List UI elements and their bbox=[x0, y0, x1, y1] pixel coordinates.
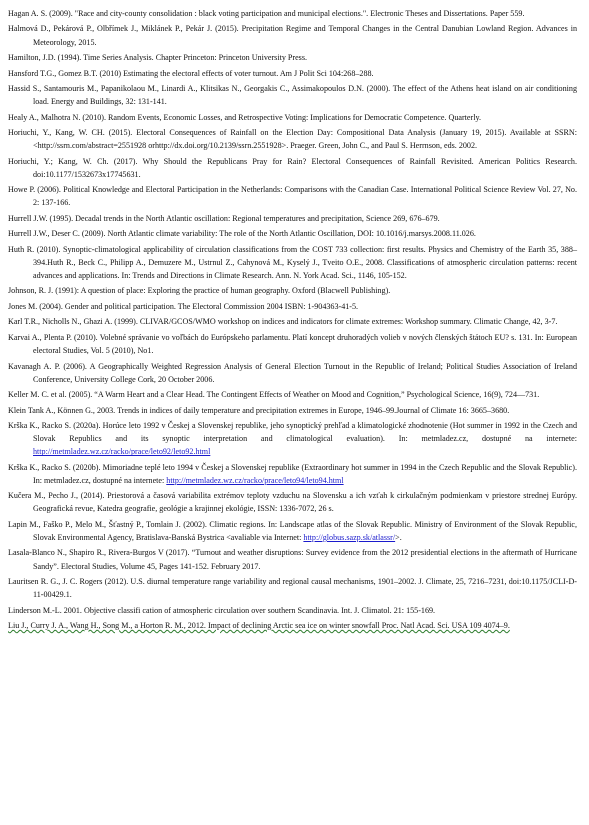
reference-entry bbox=[8, 315, 577, 328]
reference-entry bbox=[8, 518, 577, 544]
reference-entry bbox=[8, 284, 577, 297]
reference-entry bbox=[8, 575, 577, 601]
reference-entry bbox=[8, 419, 577, 458]
reference-text: Hassid S., Santamouris M., Papanikolaou M., Linardi A., Klitsikas N., Georgakis C., Assimakopoulos D.N. (2000). The effect of the Athens heat island on air conditioning load. Energy and Buildings, 32: 131-141. bbox=[8, 84, 577, 107]
reference-entry bbox=[8, 7, 577, 20]
reference-text: Klein Tank A., Können G., 2003. Trends in indices of daily temperature and precipitation extremes in Europe, 1946–99.Journal of Climate 16: 3665–3680. bbox=[8, 405, 510, 415]
reference-entry bbox=[8, 227, 577, 240]
reference-text: Healy A., Malhotra N. (2010). Random Events, Economic Losses, and Retrospective Voting: Implications for Democratic Competence. Quarterly. bbox=[8, 112, 481, 122]
reference-text: Krška K., Racko S. (2020b). Mimoriadne teplé leto 1994 v Českej a Slovenskej republike (Extraordinary hot summer in 1994 in the Czech Republic and the Slovak Republic). In: metmladez.cz, dostupné na internete: bbox=[8, 462, 577, 485]
reference-entry bbox=[8, 546, 577, 572]
reference-text: Linderson M.-L. 2001. Objective classifi cation of atmospheric circulation over southern Scandinavia. Int. J. Climatol. 21: 155-169. bbox=[8, 605, 436, 615]
reference-entry bbox=[8, 212, 577, 225]
reference-text: Lauritsen R. G., J. C. Rogers (2012). U.S. diurnal temperature range variability and regional causal mechanisms, 1901–2002. J. Climate, 25, 7216–7231, doi:10.1175/JCLI-D-11-00429.1. bbox=[8, 577, 577, 600]
reference-entry bbox=[8, 619, 577, 632]
reference-text: Horiuchi, Y., Kang, W. CH. (2015). Electoral Consequences of Rainfall on the Election Day: Compositional Data Analysis (January 19, 2015). Available at SSRN: <http://ssrn.com/abstract=2551928 orhttp://dx.doi.org/10.2139/ssrn.2551928>. Praeger. Green, John C., and Paul S. Herrnson, eds. 2002. bbox=[8, 128, 577, 151]
reference-text: Johnson, R. J. (1991): A question of place: Exploring the practice of human geography. Oxford (Blacwell Publishing). bbox=[8, 286, 391, 296]
reference-text: Kavanagh A. P. (2006). A Geographically Weighted Regression Analysis of General Election Turnout in the Republic of Ireland; Political Studies Association of Ireland Conference, University College Cork, 20 October 2006. bbox=[8, 361, 577, 384]
reference-text: Hagan A. S. (2009). "Race and city-county consolidation : black voting participation and municipal elections.". Electronic Theses and Dissertations. Paper 559. bbox=[8, 9, 525, 18]
reference-entry bbox=[8, 243, 577, 282]
reference-entry bbox=[8, 82, 577, 108]
reference-text: Karvai A., Plenta P. (2010). Volebné správanie vo voľbách do Európskeho parlamentu. Platí koncept druhoradých volieb v nových členských štátoch EU? s. 131. In: European electoral Studies, Vol. 5 (2010), No1. bbox=[8, 332, 577, 356]
reference-text: Krška K., Racko S. (2020a). Horúce leto 1992 v Českej a Slovenskej republike, jeho synoptický prehľad a klimatologické zhodnotenie (Hot summer in 1992 in the Czech and Slovak Republics and its synoptic interpretation and climatological evaluation). In: metmladez.cz, dostupné na internete: bbox=[8, 421, 577, 444]
reference-text: Howe P. (2006). Political Knowledge and Electoral Participation in the Netherlands: Comparisons with the Canadian Case. International Political Science Review Vol. 27, No. 2: 137-166. bbox=[8, 185, 577, 208]
reference-entry bbox=[8, 489, 577, 515]
reference-entry bbox=[8, 404, 577, 417]
reference-entry bbox=[8, 300, 577, 313]
reference-text: Halmová D., Pekárová P., Olbřímek J., Miklánek P., Pekár J. (2015). Precipitation Regime and Temporal Changes in the Central Danubian Lowland Region. Advances in Meteorology, 2015. bbox=[8, 24, 577, 47]
reference-entry bbox=[8, 461, 577, 487]
reference-text: Horiuchi, Y.; Kang, W. Ch. (2017). Why Should the Republicans Pray for Rain? Electoral Consequences of Rainfall Revisited. American Politics Research. doi:10.1177/1532673x17745631. bbox=[8, 156, 577, 179]
reference-text: Keller M. C. et al. (2005). “A Warm Heart and a Clear Head. The Contingent Effects of Weather on Mood and Cognition,” Psychological Science, 16(9), 724—731. bbox=[8, 390, 540, 400]
reference-suffix: >. bbox=[395, 532, 402, 542]
reference-text: Lasala-Blanco N., Shapiro R., Rivera-Burgos V (2017). “Turnout and weather disruptions: Survey evidence from the 2012 presidential elections in the aftermath of Hurricane Sandy”. Electoral Studies, Volume 45, Pages 141-152. February 2017. bbox=[8, 548, 577, 571]
reference-entry bbox=[8, 360, 577, 386]
reference-entry bbox=[8, 388, 577, 401]
reference-link[interactable]: http://metmladez.wz.cz/racko/prace/leto92/leto92.html bbox=[33, 447, 211, 457]
reference-entry bbox=[8, 183, 577, 209]
reference-entry bbox=[8, 155, 577, 181]
reference-text: Lapin M., Faško P., Melo M., Šťastný P., Tomlain J. (2002). Climatic regions. In: Landscape atlas of the Slovak Republic. Ministry of Environment of the Slovak Republic, Slovak Environmental Agency, Bratislava-Banská Bystrica <avaliable via Internet: bbox=[8, 519, 577, 542]
reference-entry bbox=[8, 111, 577, 124]
reference-entry bbox=[8, 22, 577, 48]
reference-text: Kučera M., Pecho J., (2014). Priestorová a časová variabilita extrémov teploty vzduchu na Slovensku a ich vzťah k cirkulačným podmienkam v priestore strednej Európy. Geografická revue, Katedra geografie, geológie a krajinnej ekológie, ISSN: 1336-7072, 26 s. bbox=[8, 491, 577, 514]
reference-entry bbox=[8, 51, 577, 64]
reference-text: Liu J., Curry J. A., Wang H., Song M., a Horton R. M., 2012. Impact of declining Arctic sea ice on winter snowfall Proc. Natl Acad. Sci. USA 109 4074–9. bbox=[8, 621, 510, 631]
reference-link[interactable]: http://globus.sazp.sk/atlassr/ bbox=[303, 532, 396, 542]
reference-text: Hurrell J.W. (1995). Decadal trends in the North Atlantic oscillation: Regional temperatures and precipitation, Science 269, 676–679. bbox=[8, 213, 440, 223]
reference-text: Huth R. (2010). Synoptic-climatological applicability of circulation classifications from the COST 733 collection: first results. Physics and Chemistry of the Earth 35, 388–394.Huth R., Beck C., Philipp A., Demuzere M., Ustrnul Z., Cahynová M., Kyselý J., Tveito O.E., 2008. Classifications of atmospheric circulation patterns: recent advances and applications. In: Trends and Directions in Climate Research. Ann. N. York Acad. Sci., 1146, 105-152. bbox=[8, 244, 577, 280]
reference-entry bbox=[8, 604, 577, 617]
reference-entry bbox=[8, 331, 577, 357]
reference-text: Hurrell J.W., Deser C. (2009). North Atlantic climate variability: The role of the North Atlantic Oscillation, DOI: 10.1016/j.marsys.2008.11.026. bbox=[8, 229, 476, 239]
reference-text: Jones M. (2004). Gender and political participation. The Electoral Commission 2004 ISBN: 1-904363-41-5. bbox=[8, 301, 359, 311]
reference-entry bbox=[8, 67, 577, 80]
reference-text: Karl T.R., Nicholls N., Ghazi A. (1999). CLIVAR/GCOS/WMO workshop on indices and indicators for climate extremes: Workshop summary. Climatic Change, 42, 3-7. bbox=[8, 317, 558, 327]
reference-text: Hamilton, J.D. (1994). Time Series Analysis. Chapter Princeton: Princeton University Press. bbox=[8, 53, 307, 63]
reference-link[interactable]: http://metmladez.wz.cz/racko/prace/leto94/leto94.html bbox=[166, 475, 344, 485]
reference-text: Hansford T.G., Gomez B.T. (2010) Estimating the electoral effects of voter turnout. Am J Polit Sci 104:268–288. bbox=[8, 68, 374, 78]
reference-entry bbox=[8, 126, 577, 152]
